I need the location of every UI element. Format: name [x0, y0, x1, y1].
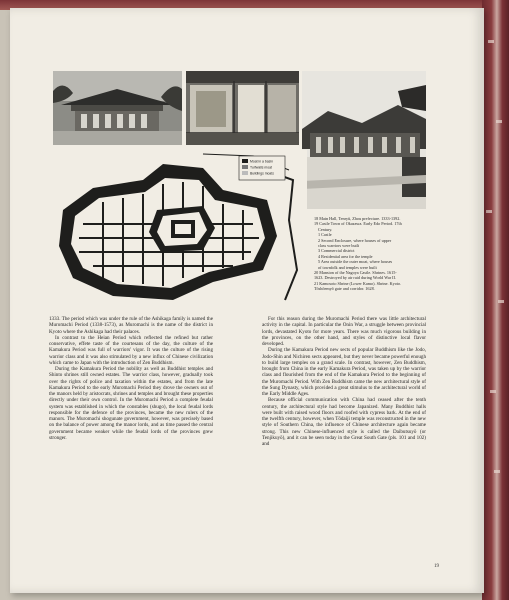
- caption-line: 5 Area outside the outer moat, where houses: [318, 259, 393, 265]
- legend-label-3: Buildings moats: [250, 171, 274, 176]
- figure-captions: [314, 216, 432, 292]
- page-number: 19: [434, 564, 439, 569]
- castle-town-map: [53, 150, 307, 310]
- body-column-left: [49, 316, 213, 586]
- paragraph: In contrast to the Heian Period which reflected the refined but rather conservative, effete taste of the courtesans of the day, the culture of the Kamakura Period was full of warriors' vigor. It was the culture of the rising warrior class and it was also stimulated by a new influx of Chinese civilization which came to Japan with the introduction of Zen Buddhism.: [49, 334, 213, 366]
- caption-line: Century.: [318, 226, 333, 232]
- legend-label-2: Turfwalls moat: [250, 165, 272, 170]
- legend-swatch-3: [242, 171, 248, 175]
- book-page: [10, 8, 484, 593]
- photo-interior: [186, 71, 299, 145]
- paragraph: During the Kamakura Period new sects of popular Buddhism like the Jodo, Jodo-Shin and Nichiren sects appeared, but they never became powerful enough to build large temples on a grand scale. In contrast, however, Zen Buddhism, brought from China in the early Kamakura Period, was taken up by the warrior class and flourished from the end of the Kamakura Period to the beginning of the Muromachi Period. With Zen Buddhism came the new architectural style of the Sung Dynasty, which provided a great stimulus to the architectural world of the Early Middle Ages.: [262, 347, 426, 397]
- paragraph: Because official communication with China had ceased after the tenth century, the architectural style had become Japanized. Many Buddhist halls were built with raised wood floors and roofed with cypress bark. At the end of the twelfth century, however, when Tōdaiji temple was reconstructed in the new style of Southern China, the influence of Chinese architecture again became strong. This new Chinese-influenced style is called the Daibutsuyō (or Tenjikuyō), and it can be seen today in the Great South Gate (pls. 101 and 102) and: [262, 397, 426, 447]
- photo-temple-hall: [53, 71, 182, 145]
- caption-line: 2 Second Enclosure, where houses of upper: [318, 237, 392, 243]
- body-column-right: [262, 316, 426, 586]
- caption-line: class warriors were built: [318, 243, 360, 249]
- caption-line: 3 Commercial district: [318, 248, 355, 254]
- caption-line: 4 Residential area for the temple: [318, 253, 373, 259]
- caption-line: of townfolk and temples were built: [318, 264, 377, 270]
- caption-line: 20 Mansion of the Nagoya Castle. Shrines. 1615-: [314, 270, 397, 276]
- caption-line: 19 Castle Town of Okazawa. Early Edo Period. 17th: [314, 221, 402, 227]
- legend-swatch-2: [242, 165, 248, 169]
- paragraph: 1333. The period which was under the rule of the Ashikaga family is named the Muromachi Period (1338-1573), as Muromachi is the name of the district in Kyoto where the Ashikaga had their palaces.: [49, 316, 213, 335]
- caption-line: Tōshōemyō gate and corridor. 1628.: [314, 286, 375, 292]
- paragraph: For this reason during the Muromachi Period there was little architectural activity in the capital. In particular the Onin War, a struggle between provincial lords, devastated Kyoto for more years. There was much vigorous building in the provinces, on the other hand, and styles of distinctive local flavor developed.: [262, 316, 426, 347]
- caption-line: 18 Main Hall, Tenryū, Zhou prefecture. 1333-1392.: [314, 216, 401, 221]
- caption-line: 1623. Destroyed by air raid during World War II.: [314, 275, 396, 281]
- legend-label-1: Moat in a basin: [250, 159, 273, 164]
- caption-line: 21 Kamosoto Shrine (Lower Kamo). Shrine. Kyoto.: [314, 280, 402, 286]
- legend-swatch-1: [242, 159, 248, 163]
- photo-shrine-gate: [302, 71, 426, 209]
- caption-line: 1 Castle: [318, 232, 332, 238]
- paragraph: During the Kamakura Period the nobility as well as Buddhist temples and Shinto shrines still owned estates. The warrior class, however, gradually took over the rights of police and taxation within the estates, and from the late Kamakura Period to the early Muromachi Period they drove the owners out of the manors held by aristocrats, shrines and temples and brought these properties directly under their own control. In the Muromachi Period a complete feudal system was established in which the constables (shugo), the local feudal lords responsible for the defence of the provinces, became the new rulers of the manors. The Muromachi shogunate government, however, was precisely based on the balance of power among the manor lords, and as time passed the central government became weaker while the feudal lords of the provinces grew stronger.: [49, 366, 213, 441]
- book-cover-spine: [482, 0, 509, 600]
